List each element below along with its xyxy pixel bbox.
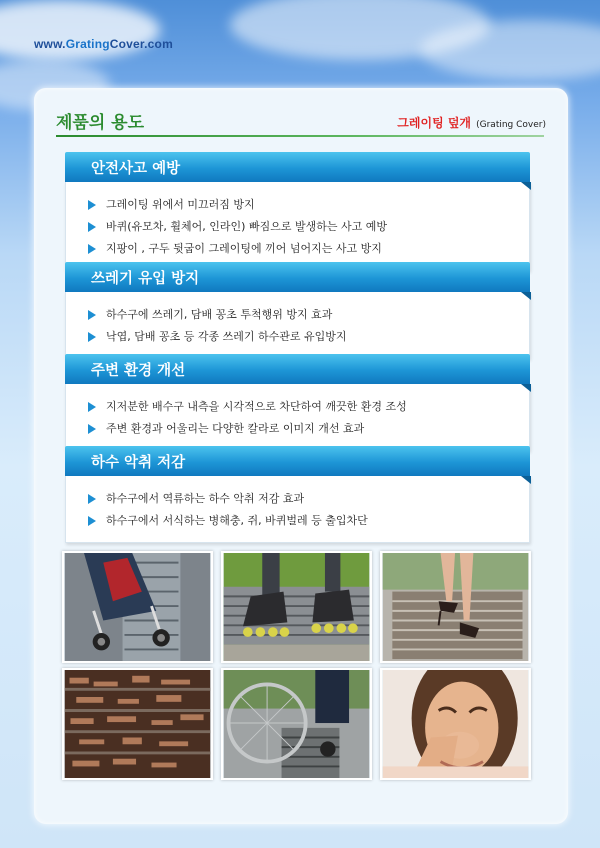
photo-heels-on-grating [380, 551, 531, 663]
section-title: 쓰레기 유입 방지 [91, 271, 200, 287]
section-header [65, 152, 530, 182]
photo-wheelchair-on-grating [221, 668, 372, 780]
section-header [65, 262, 530, 292]
section-odor [65, 446, 530, 543]
list-item: 주변 환경과 어울리는 다양한 칼라로 이미지 개선 효과 [88, 420, 529, 442]
list-item: 낙엽, 담배 꽁초 등 각종 쓰레기 하수관로 유입방지 [88, 328, 529, 350]
triangle-bullet-icon [88, 516, 96, 526]
cloud [0, 0, 160, 60]
section-title: 하수 악취 저감 [91, 455, 186, 471]
section-header [65, 354, 530, 384]
list-item: 지저분한 배수구 내측을 시각적으로 차단하여 깨끗한 환경 조성 [88, 398, 529, 420]
list-item: 하수구에서 역류하는 하수 악취 저감 효과 [88, 490, 529, 512]
section-body [65, 384, 530, 451]
photo-trash-in-drain [62, 668, 213, 780]
product-name-ko: 그레이팅 덮개 [397, 116, 472, 130]
section-header [65, 446, 530, 476]
triangle-bullet-icon [88, 244, 96, 254]
title-divider [56, 135, 544, 137]
triangle-bullet-icon [88, 332, 96, 342]
section-title: 주변 환경 개선 [91, 363, 186, 379]
list-item: 바퀴(유모차, 휠체어, 인라인) 빠짐으로 발생하는 사고 예방 [88, 218, 529, 240]
section-trash [65, 262, 530, 359]
section-title: 안전사고 예방 [91, 161, 181, 177]
section-body [65, 476, 530, 543]
section-environment [65, 354, 530, 451]
triangle-bullet-icon [88, 310, 96, 320]
list-item: 그레이팅 위에서 미끄러짐 방지 [88, 196, 529, 218]
product-name-en: (Grating Cover) [476, 120, 546, 130]
triangle-bullet-icon [88, 402, 96, 412]
header [56, 106, 546, 134]
triangle-bullet-icon [88, 424, 96, 434]
triangle-bullet-icon [88, 222, 96, 232]
product-tag [397, 112, 546, 131]
section-body [65, 292, 530, 359]
section-body [65, 182, 530, 271]
page-title: 제품의 용도 [56, 113, 145, 133]
photo-stroller-on-grating [62, 551, 213, 663]
triangle-bullet-icon [88, 494, 96, 504]
list-item: 하수구에 쓰레기, 담배 꽁초 투척행위 방지 효과 [88, 306, 529, 328]
photo-inline-skates-on-grating [221, 551, 372, 663]
triangle-bullet-icon [88, 200, 96, 210]
list-item: 지팡이 , 구두 뒷굽이 그레이팅에 끼어 넘어지는 사고 방지 [88, 240, 529, 262]
site-url[interactable]: www.GratingCover.com [34, 37, 173, 51]
list-item: 하수구에서 서식하는 병해충, 쥐, 바퀴벌레 등 출입차단 [88, 512, 529, 534]
section-safety [65, 152, 530, 271]
photo-person-holding-nose [380, 668, 531, 780]
